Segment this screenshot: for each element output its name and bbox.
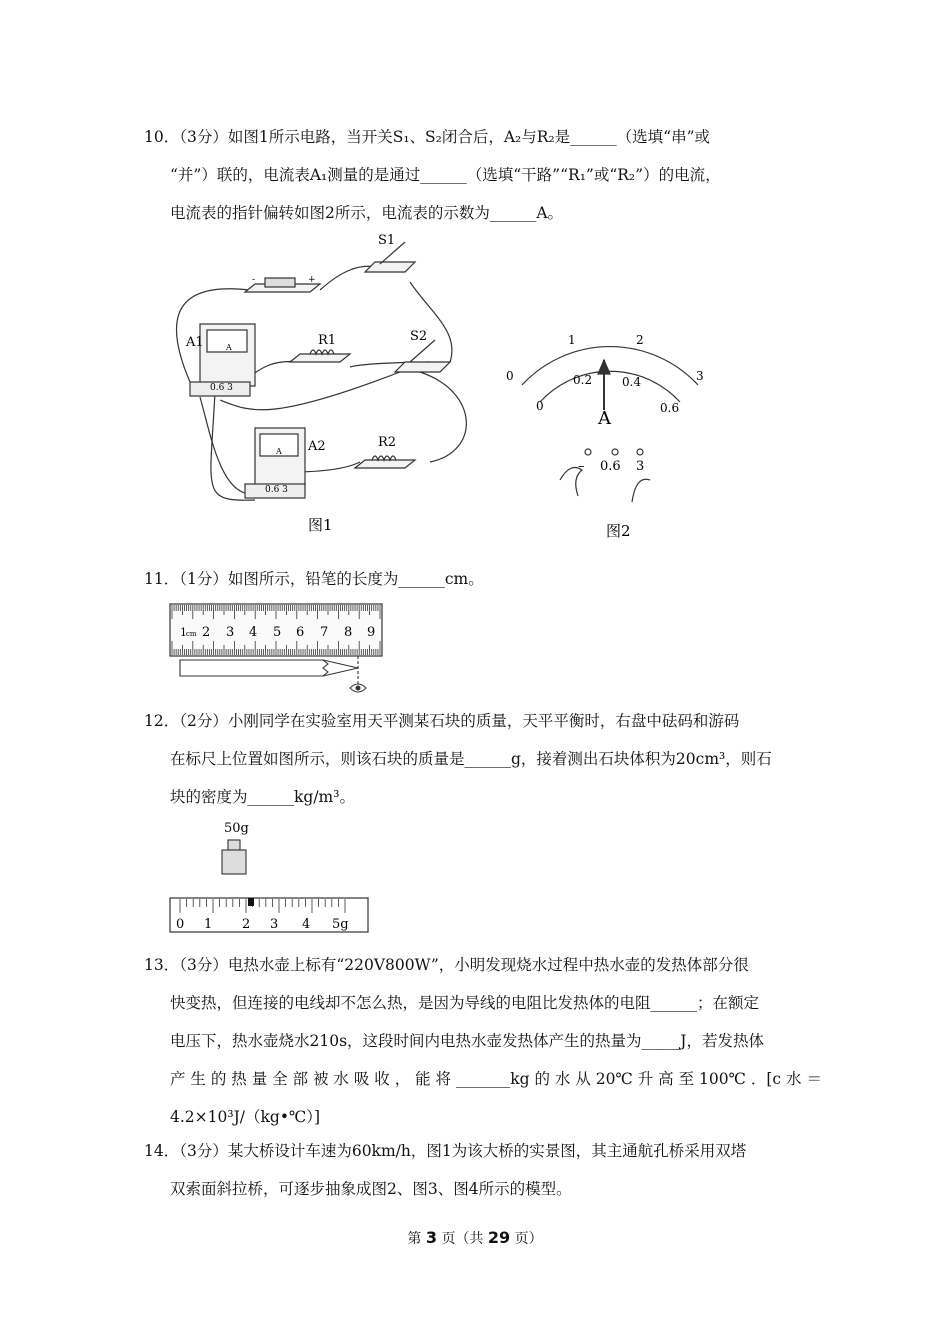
eye-icon xyxy=(350,684,366,692)
meter-a1-unit: A xyxy=(226,343,232,352)
footer-post: 页） xyxy=(514,1231,543,1247)
label-a1: A1 xyxy=(186,335,204,350)
balance-scale-figure xyxy=(168,818,374,938)
q13-line3: 电压下，热水壶烧水210s，这段时间内电热水壶发热体产生的热量为_____J，若发热体 xyxy=(170,1032,765,1050)
ammeter-dial-figure-2 xyxy=(500,330,720,545)
ruler-num-4: 4 xyxy=(249,625,258,640)
terminal-3: 3 xyxy=(636,459,645,474)
ruler-figure xyxy=(168,602,388,694)
label-s1: S1 xyxy=(378,233,396,248)
q10-line3: 电流表的指针偏转如图2所示，电流表的示数为______A。 xyxy=(170,204,564,222)
question-13 xyxy=(144,946,822,1136)
footer-pre: 第 xyxy=(407,1231,422,1247)
label-s2: S2 xyxy=(410,329,428,344)
rider xyxy=(248,898,254,906)
q13-line1: 13．（3分）电热水壶上标有“220V800W”，小明发现烧水过程中热水壶的发热体部分很 xyxy=(144,956,749,974)
question-11 xyxy=(144,560,816,598)
q14-line2: 双索面斜拉桥，可逐步抽象成图2、图3、图4所示的模型。 xyxy=(170,1180,572,1198)
label-r2: R2 xyxy=(378,435,397,450)
question-10 xyxy=(144,118,816,232)
terminal-minus: – xyxy=(578,459,585,474)
question-12 xyxy=(144,702,816,816)
fig2-caption: 图2 xyxy=(606,522,631,540)
dial-top-2: 2 xyxy=(636,333,644,347)
a2-terminals: 0.6 3 xyxy=(265,485,288,495)
footer-mid: 页（共 xyxy=(441,1231,484,1247)
ruler-num-5: 5 xyxy=(273,625,282,640)
ruler-num-7: 7 xyxy=(320,625,329,640)
battery-plus: + xyxy=(308,275,316,285)
battery-minus: - xyxy=(252,275,256,285)
dial-bottom-02: 0.2 xyxy=(573,373,593,387)
dial-top-3: 3 xyxy=(696,369,704,383)
label-a2: A2 xyxy=(308,439,326,454)
a1-terminals: 0.6 3 xyxy=(210,383,233,393)
circuit-figure-1 xyxy=(160,232,480,542)
pencil xyxy=(180,656,358,686)
q10-line1: 10．（3分）如图1所示电路，当开关S₁、S₂闭合后，A₂与R₂是______（选填“串”或 xyxy=(144,128,711,146)
scale-num-4: 4 xyxy=(302,917,311,932)
label-r1: R1 xyxy=(318,333,337,348)
q12-line1: 12．（2分）小刚同学在实验室用天平测某石块的质量，天平平衡时，右盘中砝码和游码 xyxy=(144,712,740,730)
q13-line2: 快变热，但连接的电线却不怎么热，是因为导线的电阻比发热体的电阻______；在额定 xyxy=(170,994,760,1012)
q12-line2: 在标尺上位置如图所示，则该石块的质量是______g，接着测出石块体积为20cm³，则石 xyxy=(170,750,772,768)
weight-50g xyxy=(222,840,246,874)
dial-unit: A xyxy=(598,408,611,429)
meter-a2-unit: A xyxy=(276,447,282,456)
q12-line3: 块的密度为______kg/m³。 xyxy=(170,788,355,806)
ruler-num-1: 1 xyxy=(180,626,187,639)
weight-label: 50g xyxy=(224,821,249,836)
question-14 xyxy=(144,1132,816,1208)
scale-num-1: 1 xyxy=(204,917,213,932)
scale-num-3: 3 xyxy=(270,917,279,932)
footer-total-pages: 29 xyxy=(487,1228,511,1247)
q14-line1: 14．（3分）某大桥设计车速为60km/h，图1为该大桥的实景图，其主通航孔桥采用双塔 xyxy=(144,1142,747,1160)
footer-page-number: 3 xyxy=(425,1228,437,1247)
terminal-06: 0.6 xyxy=(600,459,621,474)
scale-num-0: 0 xyxy=(176,917,185,932)
ruler-num-6: 6 xyxy=(296,625,305,640)
scale-num-5g: 5g xyxy=(332,917,349,932)
dial-bottom-06: 0.6 xyxy=(660,401,680,415)
ruler-num-9: 9 xyxy=(367,625,376,640)
ruler-unit: cm xyxy=(186,630,197,638)
ruler-num-8: 8 xyxy=(344,625,353,640)
scale-num-2: 2 xyxy=(242,917,251,932)
ruler-num-3: 3 xyxy=(226,625,235,640)
dial-top-0: 0 xyxy=(506,369,514,383)
q10-line2: “并”）联的，电流表A₁测量的是通过______（选填“干路”“R₁”或“R₂”）的电流， xyxy=(170,166,721,184)
page-footer xyxy=(0,1228,950,1248)
fig1-caption: 图1 xyxy=(308,516,333,534)
dial-bottom-04: 0.4 xyxy=(622,375,642,389)
q13-line4: 产 生 的 热 量 全 部 被 水 吸 收 ， 能 将 _______kg 的 水 从 20℃ 升 高 至 100℃ ．[c 水 ＝ xyxy=(170,1070,822,1088)
q11-line1: 11．（1分）如图所示，铅笔的长度为______cm。 xyxy=(144,570,484,588)
dial-top-1: 1 xyxy=(568,333,576,347)
dial-bottom-0: 0 xyxy=(536,399,544,413)
q13-line5: 4.2×10³J/（kg•℃）] xyxy=(170,1108,321,1126)
ruler-num-2: 2 xyxy=(202,625,211,640)
